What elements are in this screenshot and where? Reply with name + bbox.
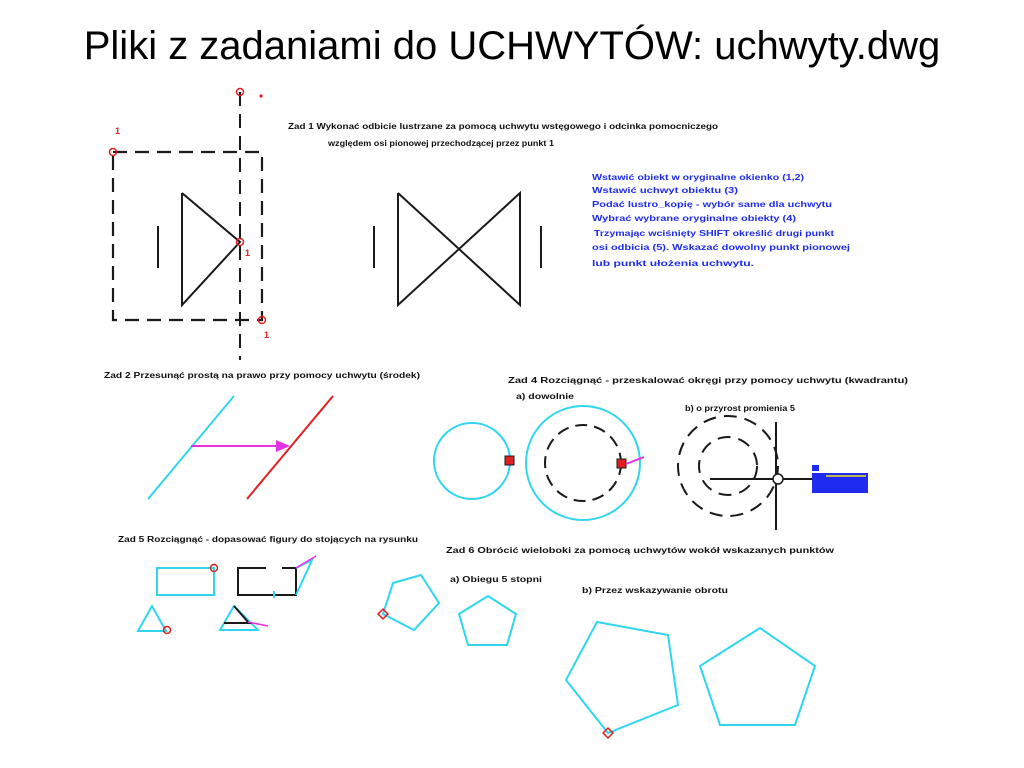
task4-title: Zad 4 Rozciągnąć - przeskalować okręgi przy pomocy uchwytu (kwadrantu) bbox=[508, 375, 909, 385]
task4-sub-a: a) dowolnie bbox=[516, 391, 575, 401]
task4-circle-dashed bbox=[545, 425, 621, 501]
task5-triangle-black bbox=[220, 606, 258, 630]
task5-rectangle-cyan bbox=[157, 568, 214, 595]
task6-sub-b: b) Przez wskazywanie obrotu bbox=[582, 585, 728, 595]
task2-line-cyan bbox=[148, 396, 234, 499]
task5-stretch-vector bbox=[296, 556, 316, 568]
task6-pentagon-large bbox=[700, 628, 815, 725]
task5-triangle-edge bbox=[234, 606, 248, 622]
task1-instruction: osi odbicia (5). Wskazać dowolny punkt pionowej bbox=[592, 242, 850, 252]
task4-grip-quadrant-2[interactable] bbox=[617, 459, 626, 468]
task4-grip-center[interactable] bbox=[773, 474, 783, 484]
slide-title: Pliki z zadaniami do UCHWYTÓW: uchwyty.dwg bbox=[83, 24, 941, 68]
task1-title-line1: Zad 1 Wykonać odbicie lustrzane za pomocą uchwytu wstęgowego i odcinka pomocniczego bbox=[288, 121, 718, 131]
task4-group bbox=[434, 375, 908, 530]
task5-rectangle-black bbox=[238, 568, 296, 595]
task1-instruction: Wybrać wybrane oryginalne obiekty (4) bbox=[592, 213, 797, 223]
task1-point-label-2: 1 bbox=[245, 248, 251, 258]
task1-instruction: Wstawić uchwyt obiektu (3) bbox=[592, 185, 739, 195]
task4-sub-b: b) o przyrost promienia 5 bbox=[685, 403, 796, 413]
task1-point-label-1: 1 bbox=[115, 126, 121, 136]
task1-instruction: lub punkt ułożenia uchwytu. bbox=[592, 258, 754, 268]
task4-dashed-outer bbox=[678, 416, 778, 516]
task6-pentagon-rotated-small bbox=[383, 575, 439, 630]
task6-pentagon-small bbox=[459, 596, 516, 645]
task1-instructions bbox=[592, 172, 850, 268]
task2-line-red[interactable] bbox=[247, 396, 333, 499]
task2-title: Zad 2 Przesunąć prostą na prawo przy pomocy uchwytu (środek) bbox=[104, 370, 421, 380]
task5-title: Zad 5 Rozciągnąć - dopasować figury do stojących na rysunku bbox=[118, 534, 418, 544]
task1-instruction: Podać lustro_kopię - wybór same dla uchwytu bbox=[592, 199, 832, 209]
task2-group bbox=[104, 370, 420, 499]
task1-group bbox=[110, 89, 851, 361]
task1-point-label-3: 1 bbox=[264, 330, 270, 340]
task4-dashed-inner bbox=[699, 437, 757, 495]
task1-title-line2: względem osi pionowej przechodzącej przez punkt 1 bbox=[326, 138, 555, 148]
task5-triangle-cyan bbox=[138, 606, 166, 631]
task5-rect-cyan-overlay bbox=[296, 560, 312, 595]
task1-bowtie bbox=[398, 193, 520, 305]
task4-input-tip bbox=[812, 465, 819, 471]
task6-sub-a: a) Obiegu 5 stopni bbox=[450, 574, 542, 584]
task6-pentagon-rotated-large bbox=[566, 622, 678, 733]
task5-group bbox=[118, 534, 418, 634]
task1-instruction: Trzymając wciśnięty SHIFT określić drugi punkt bbox=[594, 228, 835, 238]
task4-stretch-vector bbox=[626, 457, 644, 464]
task4-circle-small bbox=[434, 423, 510, 499]
task1-triangle bbox=[182, 193, 240, 305]
task6-title: Zad 6 Obrócić wieloboki za pomocą uchwytów wokół wskazanych punktów bbox=[446, 545, 835, 555]
task6-group bbox=[378, 545, 834, 738]
task1-instruction: Wstawić obiekt w oryginalne okienko (1,2) bbox=[592, 172, 805, 182]
task1-red-dot bbox=[259, 94, 262, 97]
task4-grip-quadrant[interactable] bbox=[505, 456, 514, 465]
